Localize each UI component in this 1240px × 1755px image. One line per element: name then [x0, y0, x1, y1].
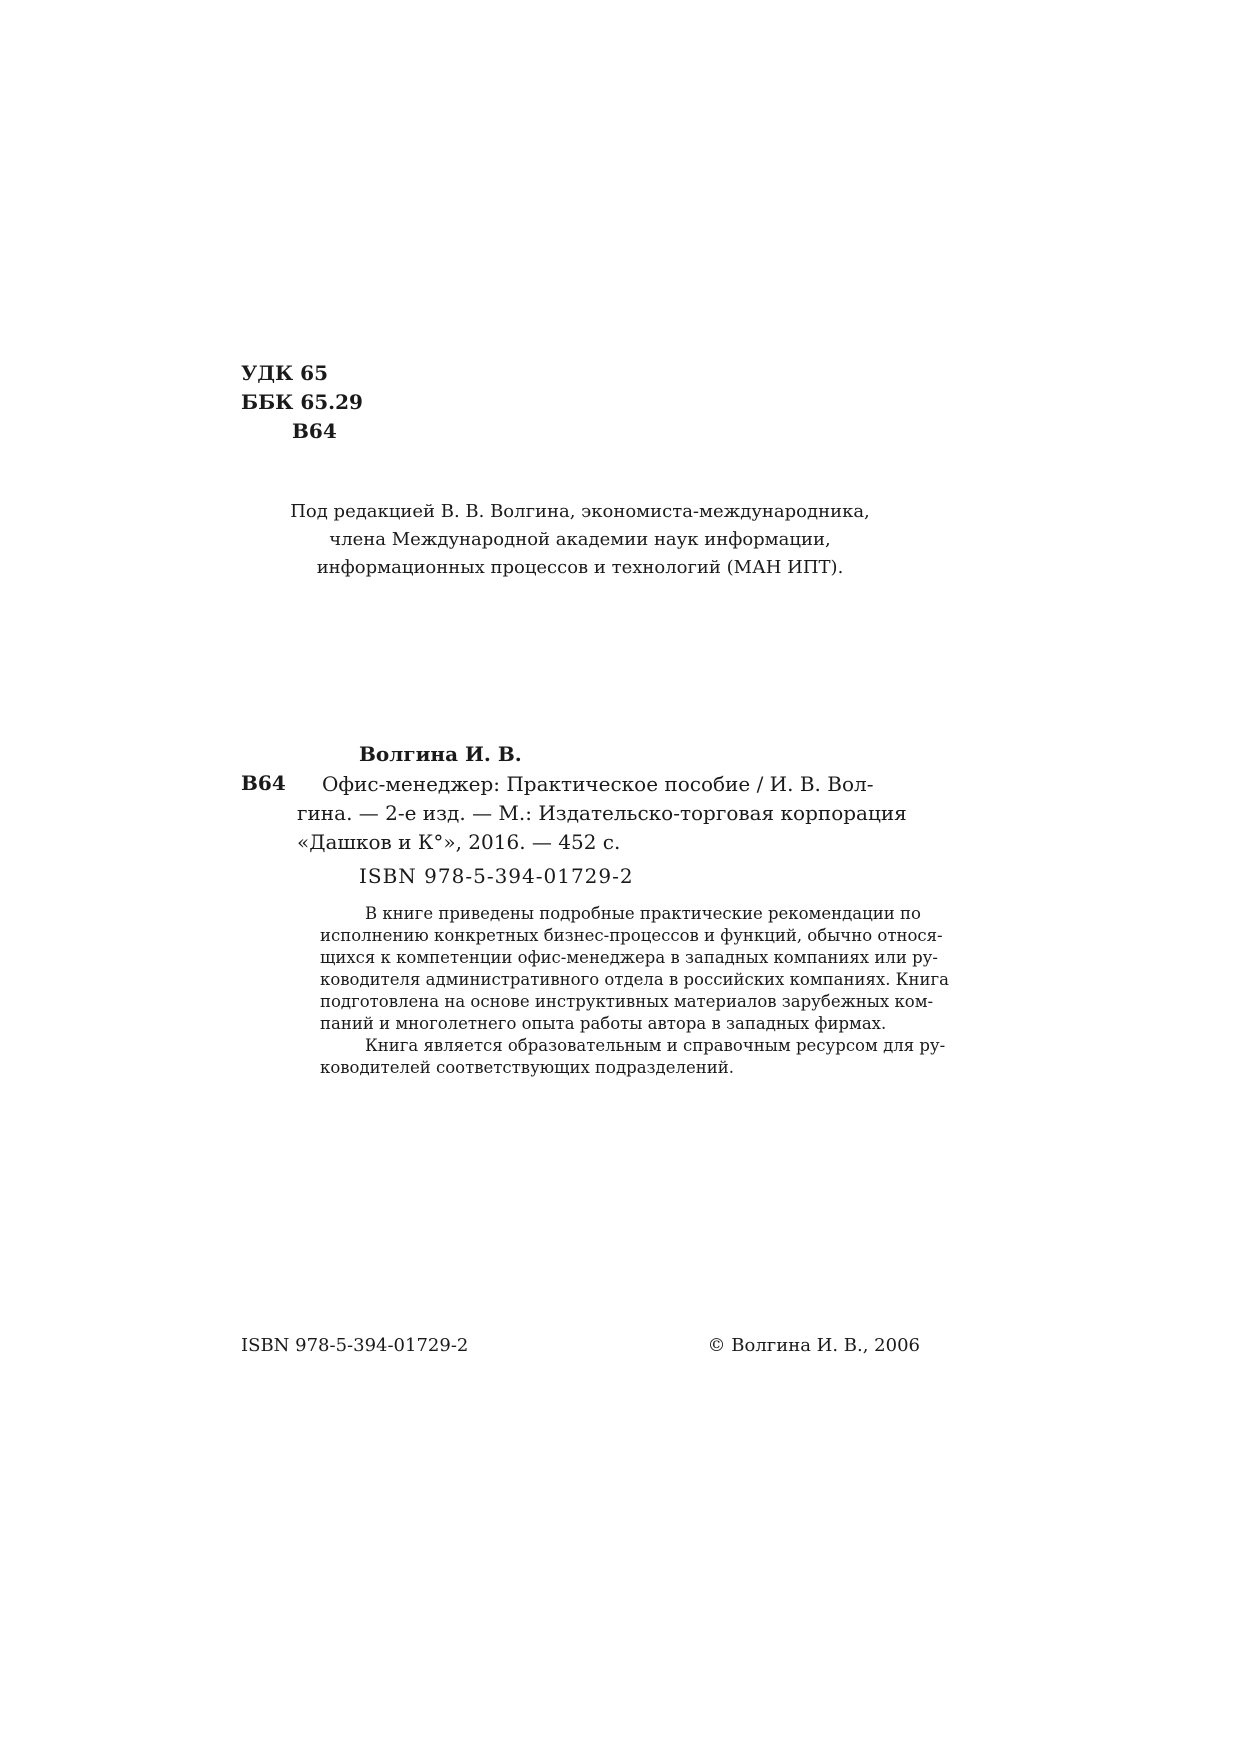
editor-note: [240, 498, 920, 582]
bbk-code: ББК 65.29: [241, 390, 363, 414]
annotation-line: паний и многолетнего опыта работы автора в западных фирмах.: [320, 1014, 887, 1033]
udk-code: УДК 65: [241, 361, 329, 385]
footer-isbn: ISBN 978-5-394-01729-2: [241, 1335, 469, 1356]
annotation-line: Книга является образовательным и справочным ресурсом для ру-: [365, 1036, 946, 1055]
record-isbn: ISBN 978-5-394-01729-2: [359, 864, 634, 888]
editor-line: информационных процессов и технологий (МАН ИПТ).: [316, 557, 844, 578]
record-author: Волгина И. В.: [359, 742, 522, 766]
record-code: В64: [241, 771, 286, 795]
annotation-line: щихся к компетенции офис-менеджера в западных компаниях или ру-: [320, 948, 938, 967]
editor-line: Под редакцией В. В. Волгина, экономиста-международника,: [290, 501, 870, 522]
annotation-line: ководителя административного отдела в российских компаниях. Книга: [320, 970, 949, 989]
editor-line: члена Международной академии наук информации,: [329, 529, 831, 550]
annotation-line: ководителей соответствующих подразделений.: [320, 1058, 734, 1077]
footer-copyright: © Волгина И. В., 2006: [707, 1335, 920, 1356]
annotation-line: подготовлена на основе инструктивных материалов зарубежных ком-: [320, 992, 934, 1011]
author-sign-code: В64: [292, 419, 337, 443]
record-line: «Дашков и К°», 2016. — 452 с.: [297, 830, 621, 854]
annotation-line: В книге приведены подробные практические рекомендации по: [365, 904, 921, 923]
record-line: гина. — 2-е изд. — М.: Издательско-торговая корпорация: [297, 801, 907, 825]
annotation-line: исполнению конкретных бизнес-процессов и функций, обычно относя-: [320, 926, 943, 945]
record-line: Офис-менеджер: Практическое пособие / И. В. Вол-: [322, 772, 874, 796]
